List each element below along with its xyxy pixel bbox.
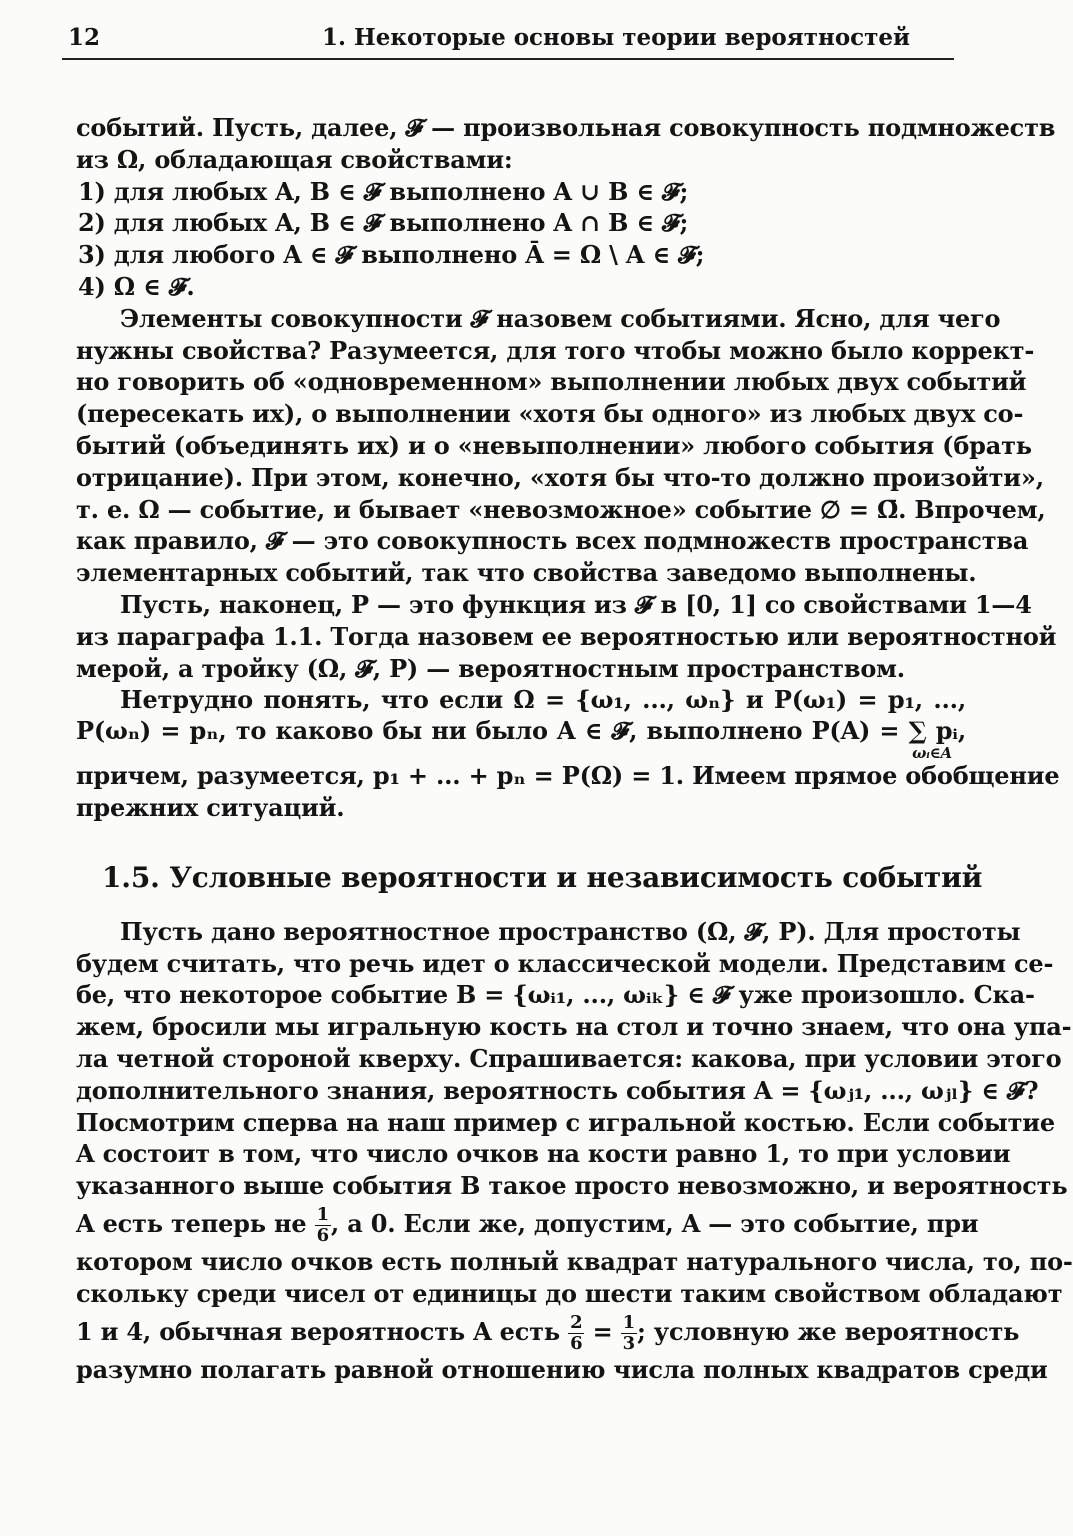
- fraction: [621, 1313, 637, 1354]
- text-line: из Ω, обладающая свойствами:: [76, 144, 513, 174]
- text-fragment: A есть теперь не: [76, 1208, 307, 1238]
- text-line: из параграфа 1.1. Тогда назовем ее вероятностью или вероятностной: [76, 621, 1057, 651]
- text-line: будем считать, что речь идет о классической модели. Представим се-: [76, 948, 1054, 978]
- formula-text: P(ωₙ) = pₙ, то каково бы ни было A ∈ 𝓕, выполнено P(A) = ∑ pᵢ,: [76, 716, 966, 746]
- fraction-line: [76, 1310, 1020, 1354]
- text-line: Нетрудно понять, что если Ω = {ω₁, ..., ωₙ} и P(ω₁) = p₁, ...,: [120, 685, 966, 715]
- text-fragment: ; условную же вероятность: [636, 1316, 1020, 1346]
- text-line: котором число очков есть полный квадрат натурального числа, то, по-: [76, 1246, 1073, 1276]
- text-line: скольку среди чисел от единицы до шести таким свойством обладают: [76, 1278, 1063, 1308]
- fraction-denominator: 3: [622, 1332, 635, 1354]
- fraction-denominator: 6: [316, 1224, 329, 1246]
- list-item: 1) для любых A, B ∈ 𝓕 выполнено A ∪ B ∈ 𝓕;: [78, 176, 689, 206]
- text-line: Посмотрим сперва на наш пример с игральной костью. Если событие: [76, 1107, 1055, 1137]
- text-line: (пересекать их), о выполнении «хотя бы одного» из любых двух со-: [76, 399, 1024, 429]
- section-heading: 1.5. Условные вероятности и независимость событий: [102, 860, 983, 894]
- text-line: нужны свойства? Разумеется, для того чтобы можно было коррект-: [76, 335, 1035, 365]
- text-line: элементарных событий, так что свойства заведомо выполнены.: [76, 558, 977, 588]
- body-text: [76, 112, 1073, 1385]
- fraction-line: [76, 1202, 979, 1246]
- page-number: 12: [68, 24, 101, 51]
- fraction-numerator: 1: [622, 1311, 635, 1333]
- sum-subscript: ωᵢ∈A: [912, 744, 952, 763]
- text-line: A состоит в том, что число очков на кости равно 1, то при условии: [76, 1139, 1011, 1169]
- text-line: отрицание). При этом, конечно, «хотя бы что-то должно произойти»,: [76, 462, 1044, 492]
- text-line: причем, разумеется, p₁ + ... + pₙ = P(Ω) = 1. Имеем прямое обобщение: [76, 761, 1060, 791]
- text-line: Пусть дано вероятностное пространство (Ω, 𝓕, P). Для простоты: [120, 916, 1021, 946]
- text-line: событий. Пусть, далее, 𝓕 — произвольная совокупность подмножеств: [76, 113, 1056, 142]
- text-line: ла четной стороной кверху. Спрашивается: какова, при условии этого: [76, 1043, 1062, 1073]
- text-line: дополнительного знания, вероятность события A = {ωⱼ₁, ..., ωⱼₗ} ∈ 𝓕?: [76, 1075, 1039, 1105]
- equals-sign: =: [592, 1316, 613, 1346]
- text-line: т. е. Ω — событие, и бывает «невозможное» событие ∅ = Ω̄. Впрочем,: [76, 494, 1046, 524]
- fraction-numerator: 2: [570, 1311, 583, 1333]
- fraction: [568, 1313, 584, 1354]
- text-fragment: 1 и 4, обычная вероятность A есть: [76, 1316, 560, 1346]
- text-line: бытий (объединять их) и о «невыполнении» любого события (брать: [76, 430, 1032, 460]
- text-line: Пусть, наконец, P — это функция из 𝓕 в [0, 1] со свойствами 1—4: [120, 589, 1032, 619]
- text-line: разумно полагать равной отношению числа полных квадратов среди: [76, 1354, 1048, 1384]
- list-item: 3) для любого A ∈ 𝓕 выполнено Ā = Ω \ A ∈ 𝓕;: [78, 240, 705, 270]
- text-line: прежних ситуаций.: [76, 792, 345, 822]
- text-line: бе, что некоторое событие B = {ωᵢ₁, ..., ωᵢₖ} ∈ 𝓕 уже произошло. Ска-: [76, 980, 1035, 1010]
- text-line: указанного выше события B такое просто невозможно, и вероятность: [76, 1171, 1068, 1201]
- text-line: мерой, а тройку (Ω, 𝓕, P) — вероятностным пространством.: [76, 653, 905, 683]
- running-head: [62, 24, 954, 60]
- text-line: но говорить об «одновременном» выполнении любых двух событий: [76, 367, 1027, 397]
- list-item: 2) для любых A, B ∈ 𝓕 выполнено A ∩ B ∈ 𝓕;: [78, 208, 689, 238]
- chapter-title: 1. Некоторые основы теории вероятностей: [322, 24, 911, 51]
- text-line: как правило, 𝓕 — это совокупность всех подмножеств пространства: [76, 526, 1029, 556]
- text-line: Элементы совокупности 𝓕 назовем событиями. Ясно, для чего: [120, 303, 1001, 333]
- fraction-denominator: 6: [570, 1332, 583, 1354]
- text-line: жем, бросили мы игральную кость на стол и точно знаем, что она упа-: [76, 1012, 1072, 1042]
- fraction-numerator: 1: [316, 1203, 329, 1225]
- text-fragment: , а 0. Если же, допустим, A — это событие, при: [330, 1208, 979, 1238]
- list-item: 4) Ω ∈ 𝓕.: [78, 271, 195, 301]
- formula-line: [76, 716, 966, 763]
- fraction: [315, 1205, 331, 1246]
